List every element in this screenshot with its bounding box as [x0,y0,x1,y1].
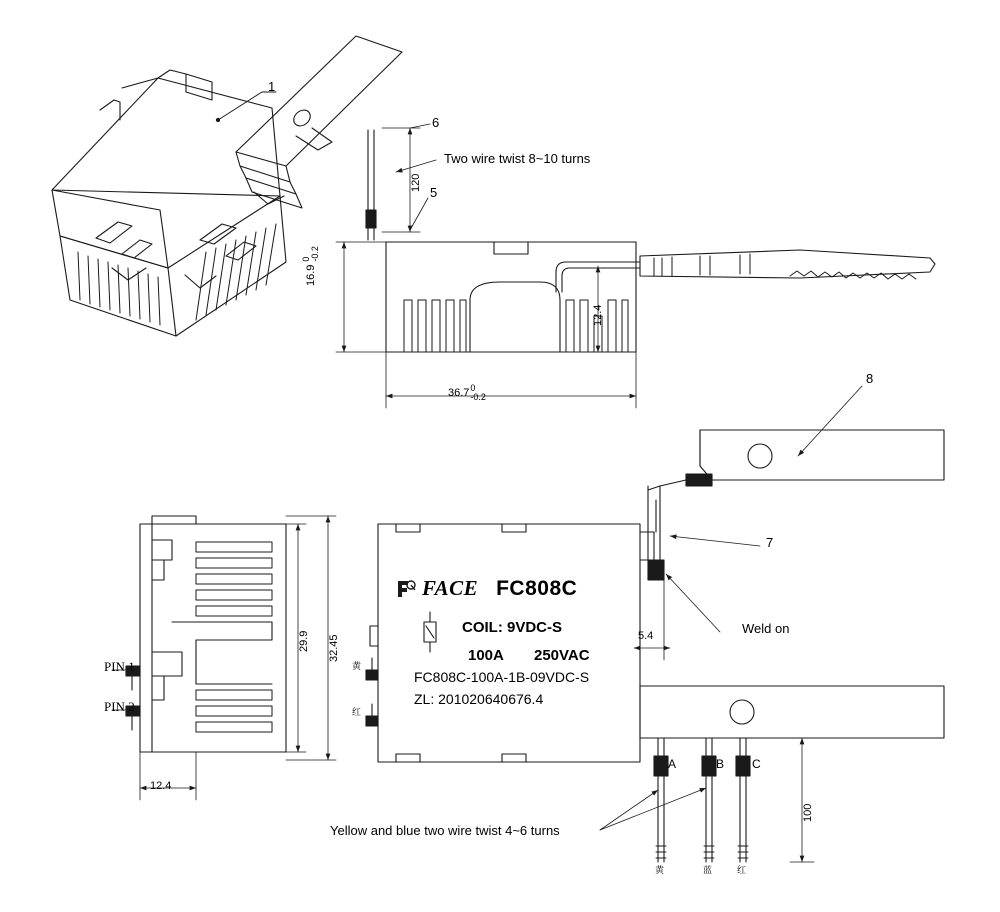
note-two-wire-twist-bottom: Yellow and blue two wire twist 4~6 turns [330,823,560,838]
coil-wire-yellow-mark: 黄 [352,661,362,671]
bottom-wire-red-mark: 红 [737,865,747,875]
pin-2-label: PIN 2 [104,699,135,714]
side-elevation-view [112,516,336,800]
dimension-5-4: 5.4 [638,630,654,642]
callout-7: 7 [766,535,774,550]
note-weld-on: Weld on [742,621,790,636]
label-face-view [366,383,944,862]
face-logo-icon [396,579,416,599]
dimension-12-4-front: 12.4 [592,304,604,326]
callout-6: 6 [432,115,440,130]
front-elevation-view [336,124,935,408]
coil-rating-text: COIL: 9VDC-S [462,619,563,636]
isometric-relay-view [52,36,402,336]
callout-1: 1 [268,79,276,94]
model-text: FC808C [496,576,578,600]
dimension-29-9: 29.9 [298,630,310,652]
drawing-sheet: 1 6 5 7 8 Two wire twist 8~10 turns Weld on Yellow and blue two wire twist 4~6 turns 120 16.9 0 -0.2 12.4 36.7 0 -0.2 29.9 32.45 12.4 5.4 100 PIN 1 PIN 2 FACE FC808C COIL: 9VDC-S 100A 250VAC FC808C-100A-1B-09VDC-S ZL: 201020640676.4 黄 红 A B C 黄 蓝 红 [0,0,1000,912]
terminal-c-label: C [752,757,761,771]
callout-8: 8 [866,371,874,386]
dimension-100: 100 [802,803,814,822]
dimension-36-7: 36.7 0 -0.2 [448,383,486,403]
current-rating-text: 100A [468,647,504,664]
terminal-b-label: B [716,757,725,771]
dimension-32-45: 32.45 [328,634,340,662]
pin-1-label: PIN 1 [104,659,135,674]
callout-5: 5 [430,185,438,200]
part-number-text: FC808C-100A-1B-09VDC-S [414,669,590,685]
brand-text: FACE [422,576,479,600]
bottom-wire-yellow-mark: 黄 [655,865,665,875]
terminal-a-label: A [668,757,677,771]
bottom-wire-blue-mark: 蓝 [703,865,713,875]
dimension-120: 120 [410,173,422,192]
relay-label-block [396,576,636,601]
lot-code-text: ZL: 201020640676.4 [414,691,544,707]
coil-wire-red-mark: 红 [352,707,362,717]
brand-and-model-row [396,576,636,601]
voltage-rating-text: 250VAC [534,647,590,664]
note-two-wire-twist-top: Two wire twist 8~10 turns [444,151,591,166]
dimension-12-4-side: 12.4 [150,780,172,792]
